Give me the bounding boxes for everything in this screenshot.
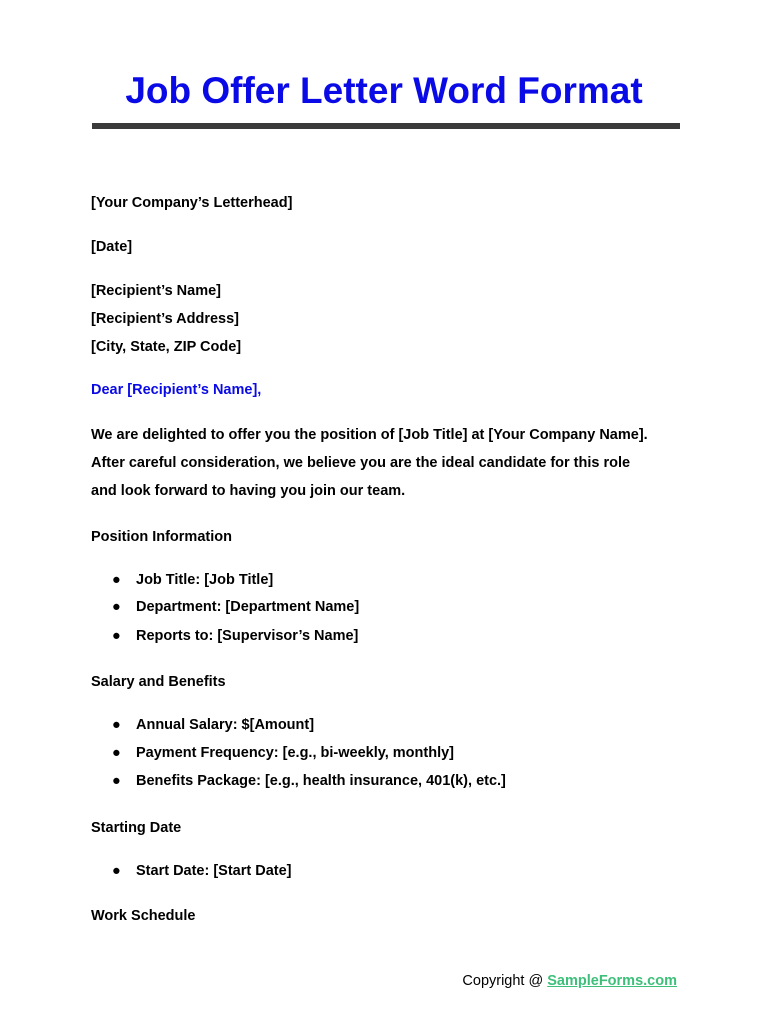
bullet-icon: ● <box>112 745 121 761</box>
recipient-address: [Recipient’s Address] <box>91 311 239 327</box>
section-heading-salary: Salary and Benefits <box>91 674 226 690</box>
salutation: Dear [Recipient’s Name], <box>91 382 262 398</box>
bullet-icon: ● <box>112 773 121 789</box>
list-item <box>112 862 292 880</box>
list-item-text: Benefits Package: [e.g., health insurance, 401(k), etc.] <box>136 773 506 789</box>
list-item <box>112 627 358 645</box>
list-item-text: Reports to: [Supervisor’s Name] <box>136 628 359 644</box>
title-divider <box>92 123 680 129</box>
bullet-icon: ● <box>112 628 121 644</box>
list-item-text: Annual Salary: $[Amount] <box>136 717 315 733</box>
bullet-icon: ● <box>112 599 121 615</box>
copyright-prefix: Copyright @ <box>462 973 548 989</box>
list-item-text: Start Date: [Start Date] <box>136 863 292 879</box>
section-heading-position: Position Information <box>91 529 232 545</box>
recipient-city-state-zip: [City, State, ZIP Code] <box>91 339 242 355</box>
copyright-footer <box>462 973 677 989</box>
list-item <box>112 744 454 762</box>
list-item <box>112 598 359 616</box>
date-placeholder: [Date] <box>91 239 133 255</box>
intro-line: We are delighted to offer you the position of [Job Title] at [Your Company Name]. <box>91 427 648 443</box>
list-item-text: Job Title: [Job Title] <box>136 572 274 588</box>
intro-line: After careful consideration, we believe you are the ideal candidate for this role <box>91 455 631 471</box>
intro-line: and look forward to having you join our team. <box>91 483 406 499</box>
list-item <box>112 571 273 589</box>
page-title: Job Offer Letter Word Format <box>125 70 643 111</box>
bullet-icon: ● <box>112 572 121 588</box>
section-heading-starting-date: Starting Date <box>91 820 182 836</box>
sampleforms-link[interactable]: SampleForms.com <box>547 973 677 989</box>
bullet-icon: ● <box>112 863 121 879</box>
list-item-text: Payment Frequency: [e.g., bi-weekly, monthly] <box>136 745 454 761</box>
list-item <box>112 772 506 790</box>
list-item <box>112 716 314 734</box>
list-item-text: Department: [Department Name] <box>136 599 360 615</box>
recipient-name: [Recipient’s Name] <box>91 283 221 299</box>
bullet-icon: ● <box>112 717 121 733</box>
section-heading-work-schedule: Work Schedule <box>91 908 196 924</box>
letterhead-placeholder: [Your Company’s Letterhead] <box>91 195 293 211</box>
